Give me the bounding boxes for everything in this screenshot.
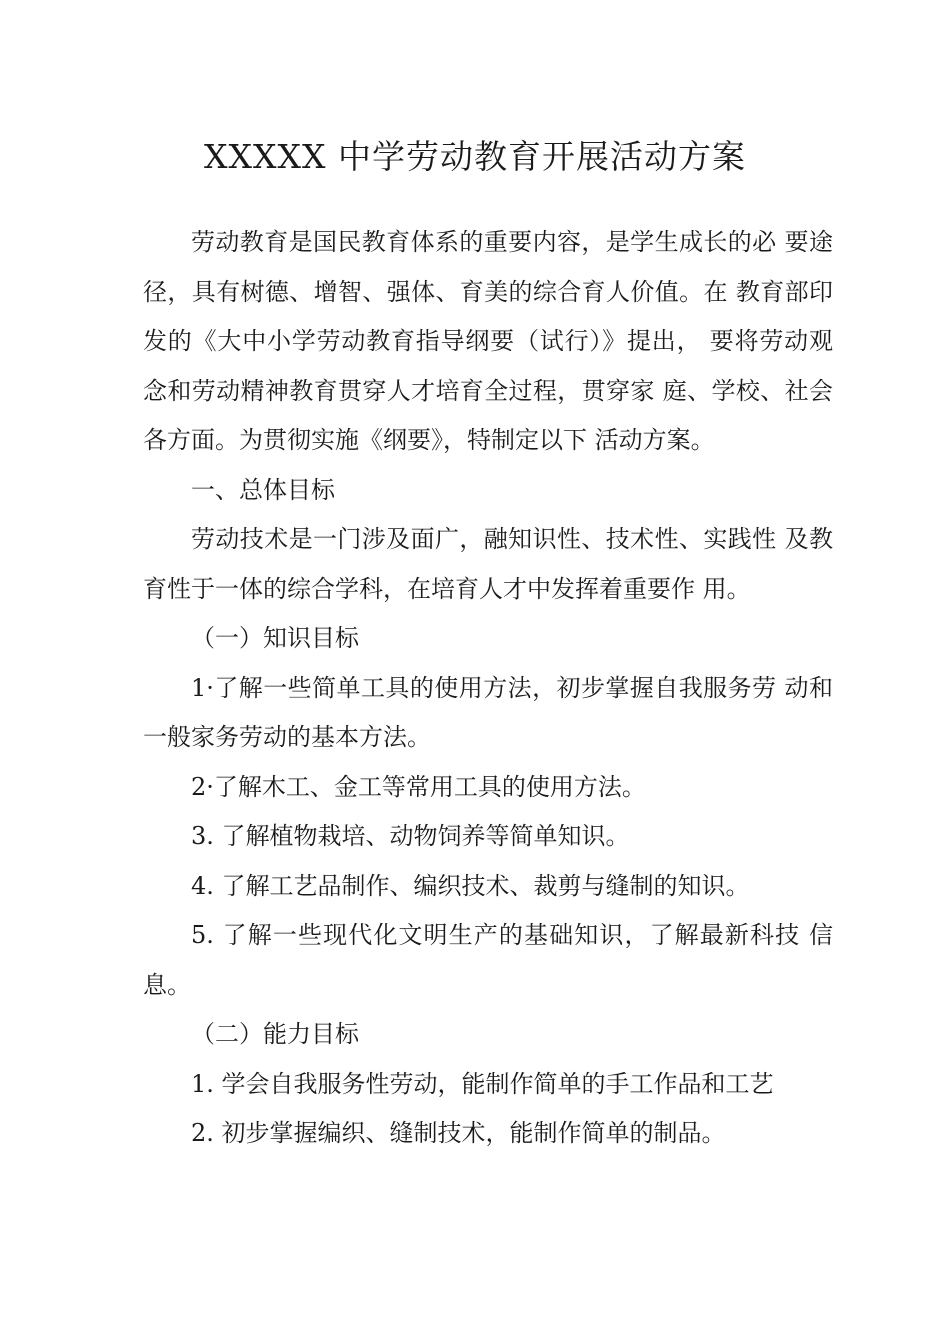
knowledge-goal-item-4: 4. 了解工艺品制作、编织技术、裁剪与缝制的知识。 bbox=[191, 871, 750, 900]
subsection-heading-ability-goals: （二）能力目标 bbox=[191, 1020, 359, 1048]
overall-goals-paragraph: 劳动技术是一门涉及面广，融知识性、技术性、实践性 及教育性于一体的综合学科，在培育人才中发挥着重要作 用。 bbox=[143, 525, 833, 603]
knowledge-goal-item-3: 3. 了解植物栽培、动物饲养等简单知识。 bbox=[191, 822, 630, 850]
document-title: XXXXX 中学劳动教育开展活动方案 bbox=[204, 137, 746, 176]
knowledge-goal-item-2: 2·了解木工、金工等常用工具的使用方法。 bbox=[191, 772, 646, 801]
knowledge-goal-item-1: 1·了解一些简单工具的使用方法，初步掌握自我服务劳 动和一般家务劳动的基本方法。 bbox=[143, 673, 833, 751]
knowledge-goal-item-5: 5. 了解一些现代化文明生产的基础知识，了解最新科技 信息。 bbox=[143, 921, 833, 999]
ability-goal-item-2: 2. 初步掌握编织、缝制技术，能制作简单的制品。 bbox=[191, 1119, 726, 1147]
ability-goal-item-1: 1. 学会自我服务性劳动，能制作简单的手工作品和工艺 bbox=[191, 1069, 774, 1098]
subsection-heading-knowledge-goals: （一）知识目标 bbox=[191, 624, 359, 652]
intro-paragraph: 劳动教育是国民教育体系的重要内容，是学生成长的必 要途径，具有树德、增智、强体、育美的综合育人价值。在 教育部印发的《大中小学劳动教育指导纲要（试行）》提出， 要将劳动观念和劳动精神教育贯穿人才培育全过程，贯穿家 庭、学校、社会各方面。为贯彻实施《纲要》，特制定以下 活动方案。 bbox=[143, 228, 833, 454]
document-body bbox=[143, 218, 833, 1159]
section-heading-overall-goals: 一、总体目标 bbox=[191, 475, 335, 504]
